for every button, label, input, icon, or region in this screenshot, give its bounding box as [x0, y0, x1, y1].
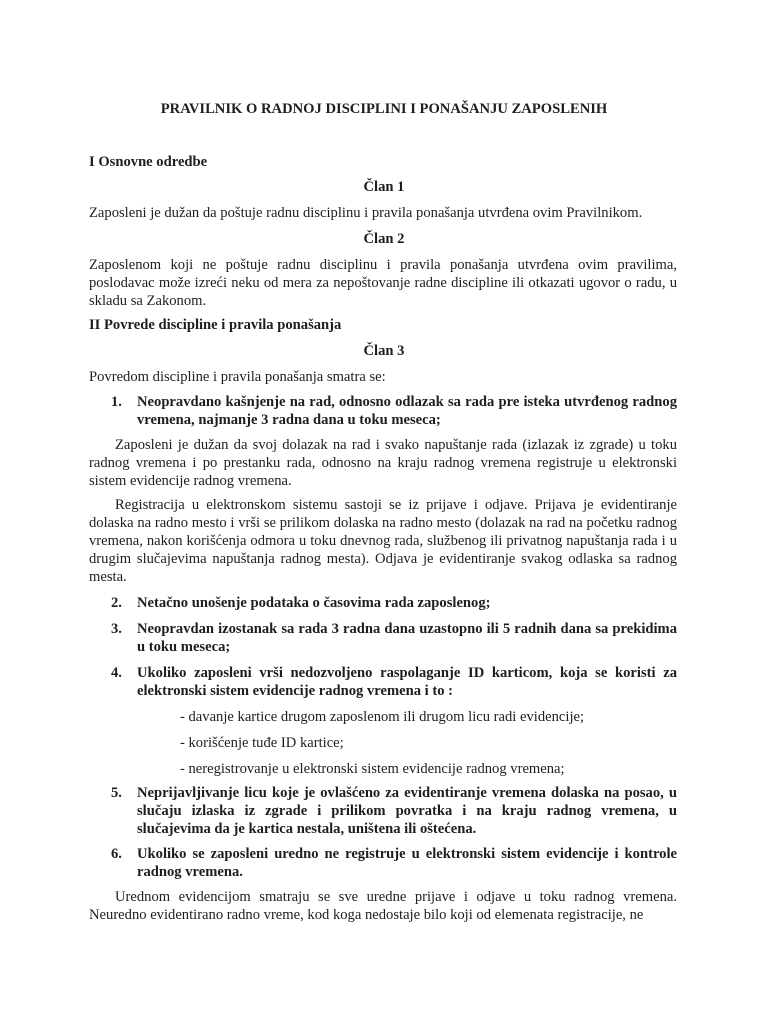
list-item-text: Ukoliko zaposleni vrši nedozvoljeno raspolaganje ID karticom, koja se koristi za elektronski sistem evidencije radnog vremena i to : — [137, 665, 677, 699]
sub-item: - neregistrovanje u elektronski sistem evidencije radnog vremena; — [180, 761, 565, 777]
list-item — [111, 664, 677, 700]
article-2-text: Zaposlenom koji ne poštuje radnu disciplinu i pravila ponašanja utvrđena ovim pravilima, poslodavac može izreći neku od mera za nepoštovanje radne discipline ili otkazati ugovor o radu, u skladu sa Zakonom. — [89, 257, 677, 309]
list-item-number: 2. — [111, 595, 122, 611]
section-heading-povrede-discipline: II Povrede discipline i pravila ponašanja — [89, 317, 342, 333]
list-item-text: Ukoliko se zaposleni uredno ne registruje u elektronski sistem evidencije i kontrole radnog vremena. — [137, 846, 677, 880]
list-item — [111, 620, 677, 656]
list-item-number: 1. — [111, 394, 122, 410]
sub-item: - korišćenje tuđe ID kartice; — [180, 735, 344, 751]
list-item — [111, 393, 677, 429]
final-paragraph: Urednom evidencijom smatraju se sve uredne prijave i odjave u toku radnog vremena. Neuredno evidentirano radno vreme, kod koga nedostaje bilo koji od elemenata registracije, ne — [89, 889, 677, 923]
article-heading-clan-2: Član 2 — [363, 231, 405, 247]
list-item-number: 6. — [111, 846, 122, 862]
article-heading-clan-3: Član 3 — [363, 343, 405, 359]
article-1-text: Zaposleni je dužan da poštuje radnu disciplinu i pravila ponašanja utvrđena ovim Pravilnikom. — [89, 205, 643, 221]
list-item — [111, 784, 677, 838]
list-item-text: Neprijavljivanje licu koje je ovlašćeno za evidentiranje vremena dolaska na posao, u slučaju izlaska iz zgrade i prilikom povratka i na kraju radnog vremena, u slučajevima da je kartica nestala, uništena ili oštećena. — [137, 785, 677, 837]
list-item-number: 5. — [111, 785, 122, 801]
registration-duty-paragraph: Zaposleni je dužan da svoj dolazak na rad i svako napuštanje rada (izlazak iz zgrade) u toku radnog vremena i po prestanku rada, odnosno na kraju radnog vremena registruje u elektronski sistem evidencije radnog vremena. — [89, 437, 677, 489]
article-3-intro: Povredom discipline i pravila ponašanja smatra se: — [89, 369, 386, 385]
registration-definition-paragraph: Registracija u elektronskom sistemu sastoji se iz prijave i odjave. Prijava je evidentiranje dolaska na radno mesto i vrši se prilikom dolaska na radno mesto (dolazak na rad na početku radnog vremena, nakon korišćenja odmora u toku dnevnog rada, službenog ili privatnog napuštanja rada i u drugim slučajevima napuštanja radnog mesta). Odjava je evidentiranje svakog odlaska sa radnog mesta. — [89, 497, 677, 585]
section-heading-osnovne-odredbe: I Osnovne odredbe — [89, 154, 208, 170]
list-item — [111, 594, 677, 612]
list-item — [111, 845, 677, 881]
list-item-text: Neopravdan izostanak sa rada 3 radna dana uzastopno ili 5 radnih dana sa prekidima u toku meseca; — [137, 621, 677, 655]
list-item-text: Netačno unošenje podataka o časovima rada zaposlenog; — [137, 595, 491, 611]
list-item-text: Neopravdano kašnjenje na rad, odnosno odlazak sa rada pre isteka utvrđenog radnog vremena, najmanje 3 radna dana u toku meseca; — [137, 394, 677, 428]
list-item-number: 4. — [111, 665, 122, 681]
list-item-number: 3. — [111, 621, 122, 637]
article-heading-clan-1: Član 1 — [363, 179, 405, 195]
sub-item: - davanje kartice drugom zaposlenom ili drugom licu radi evidencije; — [180, 709, 585, 725]
document-title: PRAVILNIK O RADNOJ DISCIPLINI I PONAŠANJU ZAPOSLENIH — [160, 101, 608, 117]
